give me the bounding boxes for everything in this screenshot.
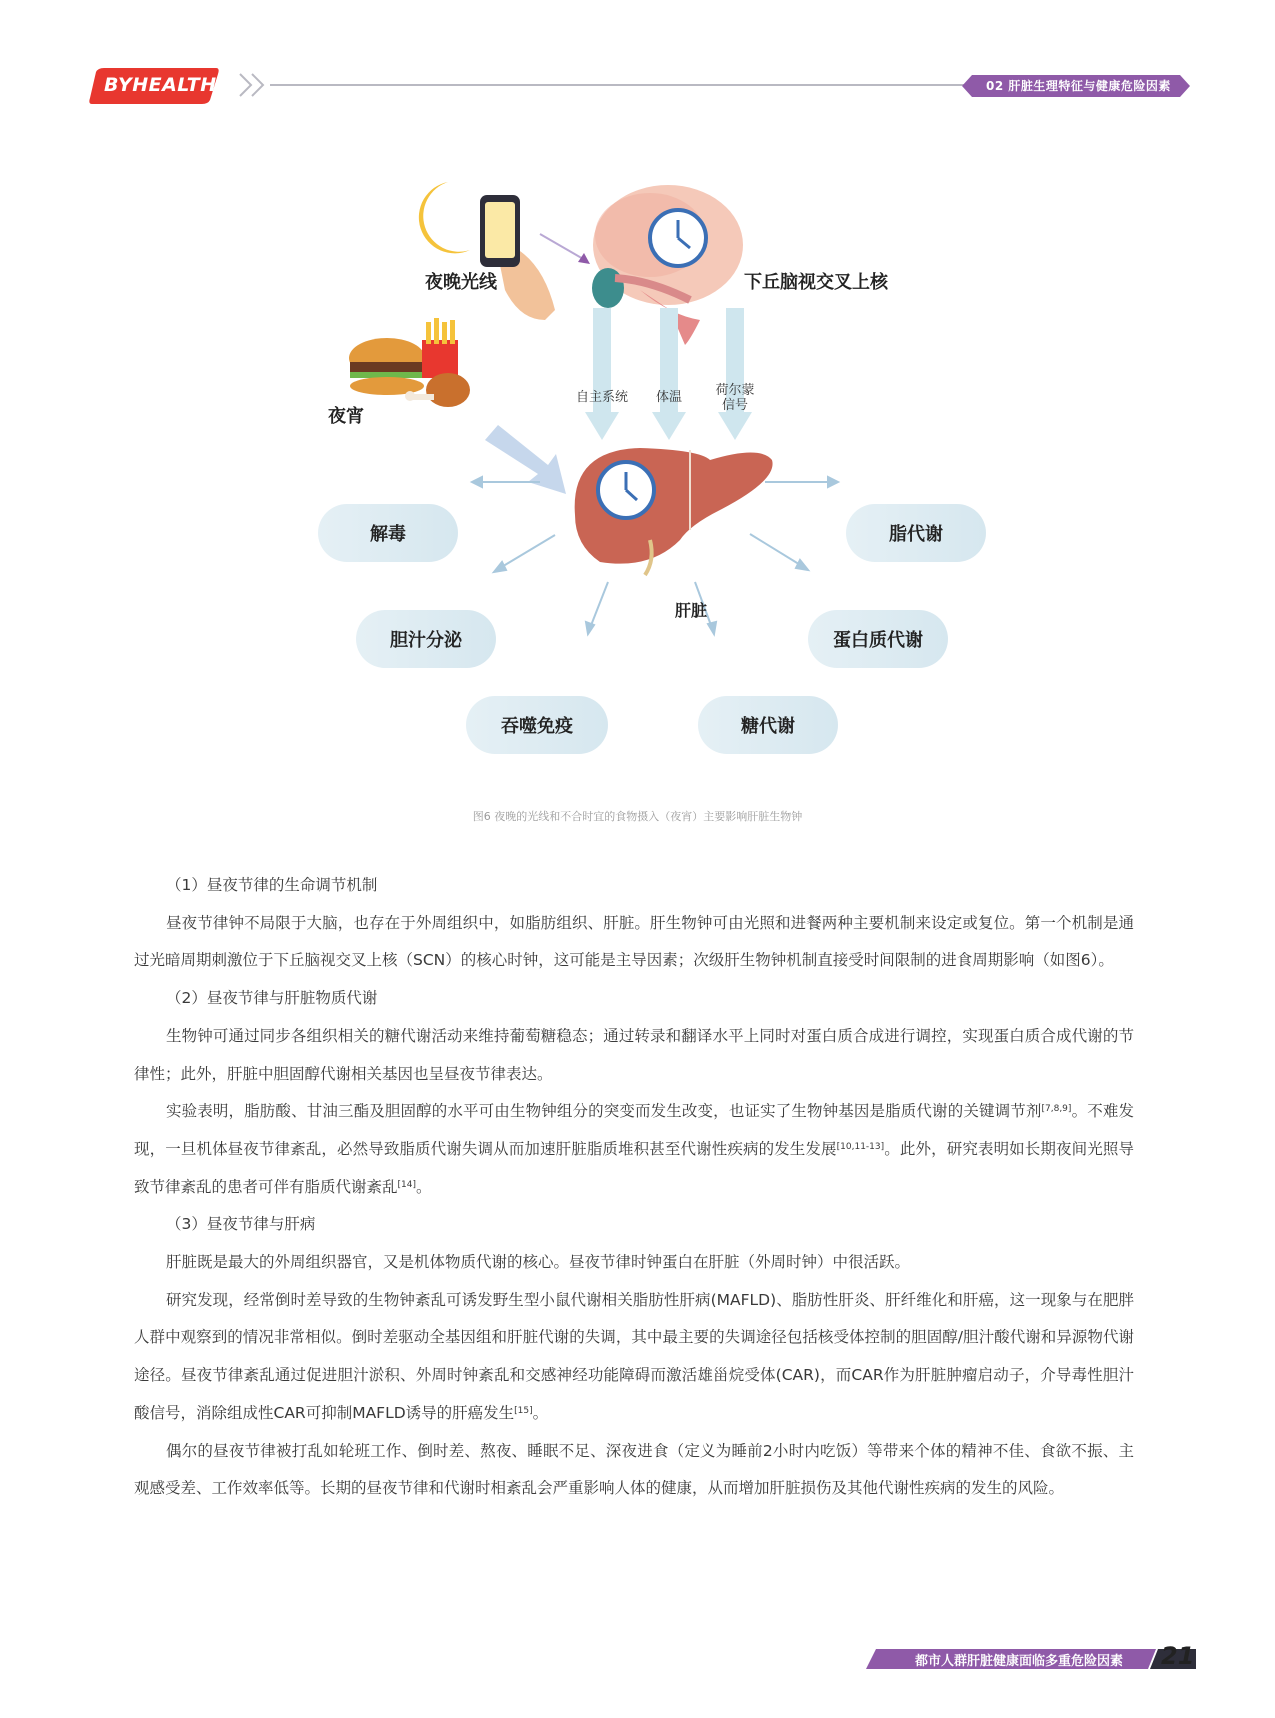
label-liver: 肝脏 [675, 601, 708, 620]
label-hormone: 荷尔蒙 信号 [715, 383, 755, 413]
paragraph-3a: 实验表明，脂肪酸、甘油三酯及胆固醇的水平可由生物钟组分的突变而发生改变，也证实了生物钟基因是脂质代谢的关键调节剂 [166, 1102, 1042, 1121]
burger-icon [349, 338, 425, 395]
section-tag: 02 肝脏生理特征与健康危险因素 [986, 79, 1171, 93]
liver-icon [575, 448, 773, 575]
moon-icon [419, 182, 470, 253]
fries-icon [422, 318, 458, 378]
pill-detox: 解毒 [318, 504, 458, 562]
pill-glucose: 糖代谢 [698, 696, 838, 754]
paragraph-5b: 。 [532, 1403, 549, 1422]
double-chevron-icon [238, 72, 270, 98]
footer-title: 都市人群肝脏健康面临多重危险因素 [915, 1654, 1124, 1669]
paragraph-5 [134, 1282, 1134, 1433]
ref-15: [15] [514, 1405, 533, 1416]
paragraph-4: 肝脏既是最大的外周组织器官，又是机体物质代谢的核心。昼夜节律时钟蛋白在肝脏（外周时钟）中很活跃。 [166, 1253, 911, 1272]
header-divider [270, 84, 970, 86]
figure-caption: 图6 夜晚的光线和不合时宜的食物摄入（夜宵）主要影响肝脏生物钟 [472, 810, 803, 823]
ref-10-13: [10,11-13] [836, 1141, 885, 1152]
brand-logo: BYHEALTH [104, 74, 217, 96]
heading-2: （2）昼夜节律与肝脏物质代谢 [166, 989, 378, 1008]
food-arrow-icon [485, 425, 566, 494]
paragraph-3 [134, 1093, 1134, 1206]
label-autonomic: 自主系统 [575, 390, 628, 405]
paragraph-3c: 。此外，研究表明如长期夜间光照导致节律紊乱的患者可伴有脂质代谢紊乱 [134, 1139, 1134, 1196]
label-scn: 下丘脑视交叉上核 [744, 272, 888, 293]
page-number: 21 [1161, 1642, 1195, 1670]
label-midnight-snack: 夜宵 [328, 406, 364, 427]
signal-arrows-icon [585, 308, 752, 440]
paragraph-5a: 研究发现，经常倒时差导致的生物钟紊乱可诱发野生型小鼠代谢相关脂肪性肝病(MAFLD)、脂肪性肝炎、肝纤维化和肝癌，这一现象与在肥胖人群中观察到的情况非常相似。倒时差驱动全基因组和肝脏代谢的失调，其中最主要的失调途径包括核受体控制的胆固醇/胆汁酸代谢和异源物代谢途径。昼夜节律紊乱通过促进胆汁淤积、外周时钟紊乱和交感神经功能障碍而激活雄甾烷受体(CAR)，而CAR作为肝脏肿瘤启动子，介导毒性胆汁酸信号，消除组成性CAR可抑制MAFLD诱导的肝癌发生 [134, 1290, 1134, 1422]
body-text [134, 867, 1134, 1508]
ref-7-9: [7,8,9] [1041, 1104, 1072, 1115]
figure-liver-clock [0, 150, 1275, 790]
pill-phagocytosis: 吞噬免疫 [466, 696, 608, 754]
paragraph-3d: 。 [416, 1177, 432, 1196]
paragraph-6: 偶尔的昼夜节律被打乱如轮班工作、倒时差、熬夜、睡眠不足、深夜进食（定义为睡前2小时内吃饭）等带来个体的精神不佳、食欲不振、主观感受差、工作效率低等。长期的昼夜节律和代谢时相紊乱会严重影响人体的健康，从而增加肝脏损伤及其他代谢性疾病的发生的风险。 [134, 1441, 1134, 1498]
heading-1: （1）昼夜节律的生命调节机制 [166, 876, 378, 894]
pill-protein: 蛋白质代谢 [808, 610, 948, 668]
ref-14: [14] [397, 1179, 416, 1190]
pill-bile: 胆汁分泌 [356, 610, 496, 668]
label-night-light: 夜晚光线 [425, 272, 497, 293]
paragraph-3b: 。不难发现，一旦机体昼夜节律紊乱，必然导致脂质代谢失调从而加速肝脏脂质堆积甚至代谢性疾病的发生发展 [134, 1102, 1134, 1158]
pill-lipid: 脂代谢 [846, 504, 986, 562]
paragraph-1: 昼夜节律钟不局限于大脑，也存在于外周组织中，如脂肪组织、肝脏。肝生物钟可由光照和进餐两种主要机制来设定或复位。第一个机制是通过光暗周期刺激位于下丘脑视交叉上核（SCN）的核心时钟，这可能是主导因素；次级肝生物钟机制直接受时间限制的进食周期影响（如图6）。 [134, 913, 1134, 970]
label-temperature: 体温 [655, 390, 682, 405]
heading-3: （3）昼夜节律与肝病 [166, 1215, 316, 1234]
paragraph-2: 生物钟可通过同步各组织相关的糖代谢活动来维持葡萄糖稳态；通过转录和翻译水平上同时对蛋白质合成进行调控，实现蛋白质合成代谢的节律性；此外，肝脏中胆固醇代谢相关基因也呈昼夜节律表达。 [134, 1026, 1134, 1083]
figure-illustration [0, 150, 1275, 790]
phone-icon [480, 195, 555, 320]
